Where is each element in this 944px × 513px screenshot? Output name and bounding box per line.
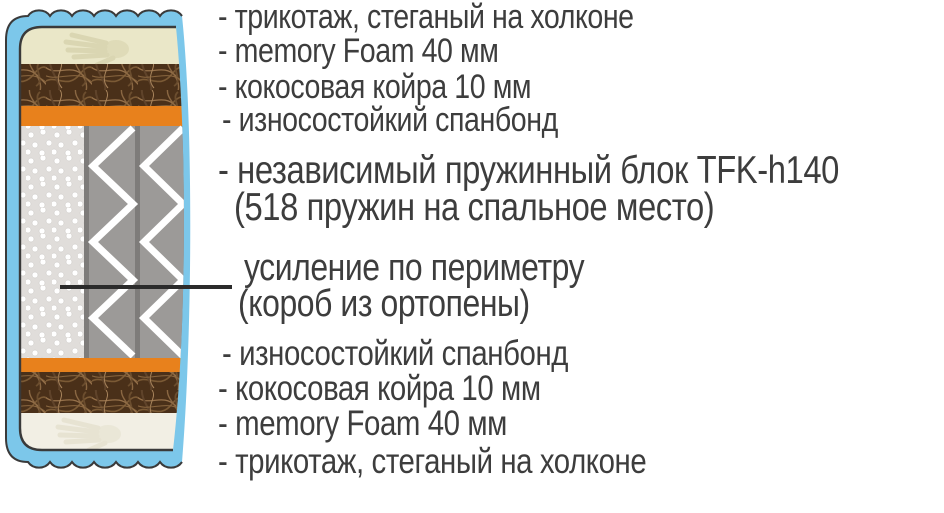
leader-line bbox=[60, 285, 232, 289]
label-memory-foam-bottom: - memory Foam 40 мм bbox=[218, 404, 507, 443]
label-spring-count: (518 пружин на спальное место) bbox=[234, 186, 715, 229]
label-memory-foam-top: - memory Foam 40 мм bbox=[218, 32, 499, 70]
layer-coir-top bbox=[18, 64, 190, 106]
label-coir-top: - кокосовая койра 10 мм bbox=[218, 68, 532, 106]
label-perimeter-reinforcement: усиление по периметру bbox=[244, 247, 585, 289]
label-coir-bottom: - кокосовая койра 10 мм bbox=[218, 369, 541, 408]
label-spunbond-bottom: - износостойкий спанбонд bbox=[222, 334, 569, 373]
label-spring-block: - независимый пружинный блок TFK-h140 bbox=[218, 149, 839, 192]
perimeter-box bbox=[18, 126, 84, 358]
label-knit-top: - трикотаж, стеганый на холконе bbox=[218, 0, 634, 36]
label-spunbond-top: - износостойкий спанбонд bbox=[222, 101, 558, 139]
label-perimeter-box: (короб из ортопены) bbox=[238, 283, 530, 325]
layer-spunbond-top bbox=[18, 106, 190, 126]
label-knit-bottom: - трикотаж, стеганый на холконе bbox=[218, 442, 647, 481]
layer-coir-bottom bbox=[18, 372, 190, 413]
mattress-diagram bbox=[0, 0, 196, 478]
layer-spunbond-bottom bbox=[18, 358, 190, 372]
